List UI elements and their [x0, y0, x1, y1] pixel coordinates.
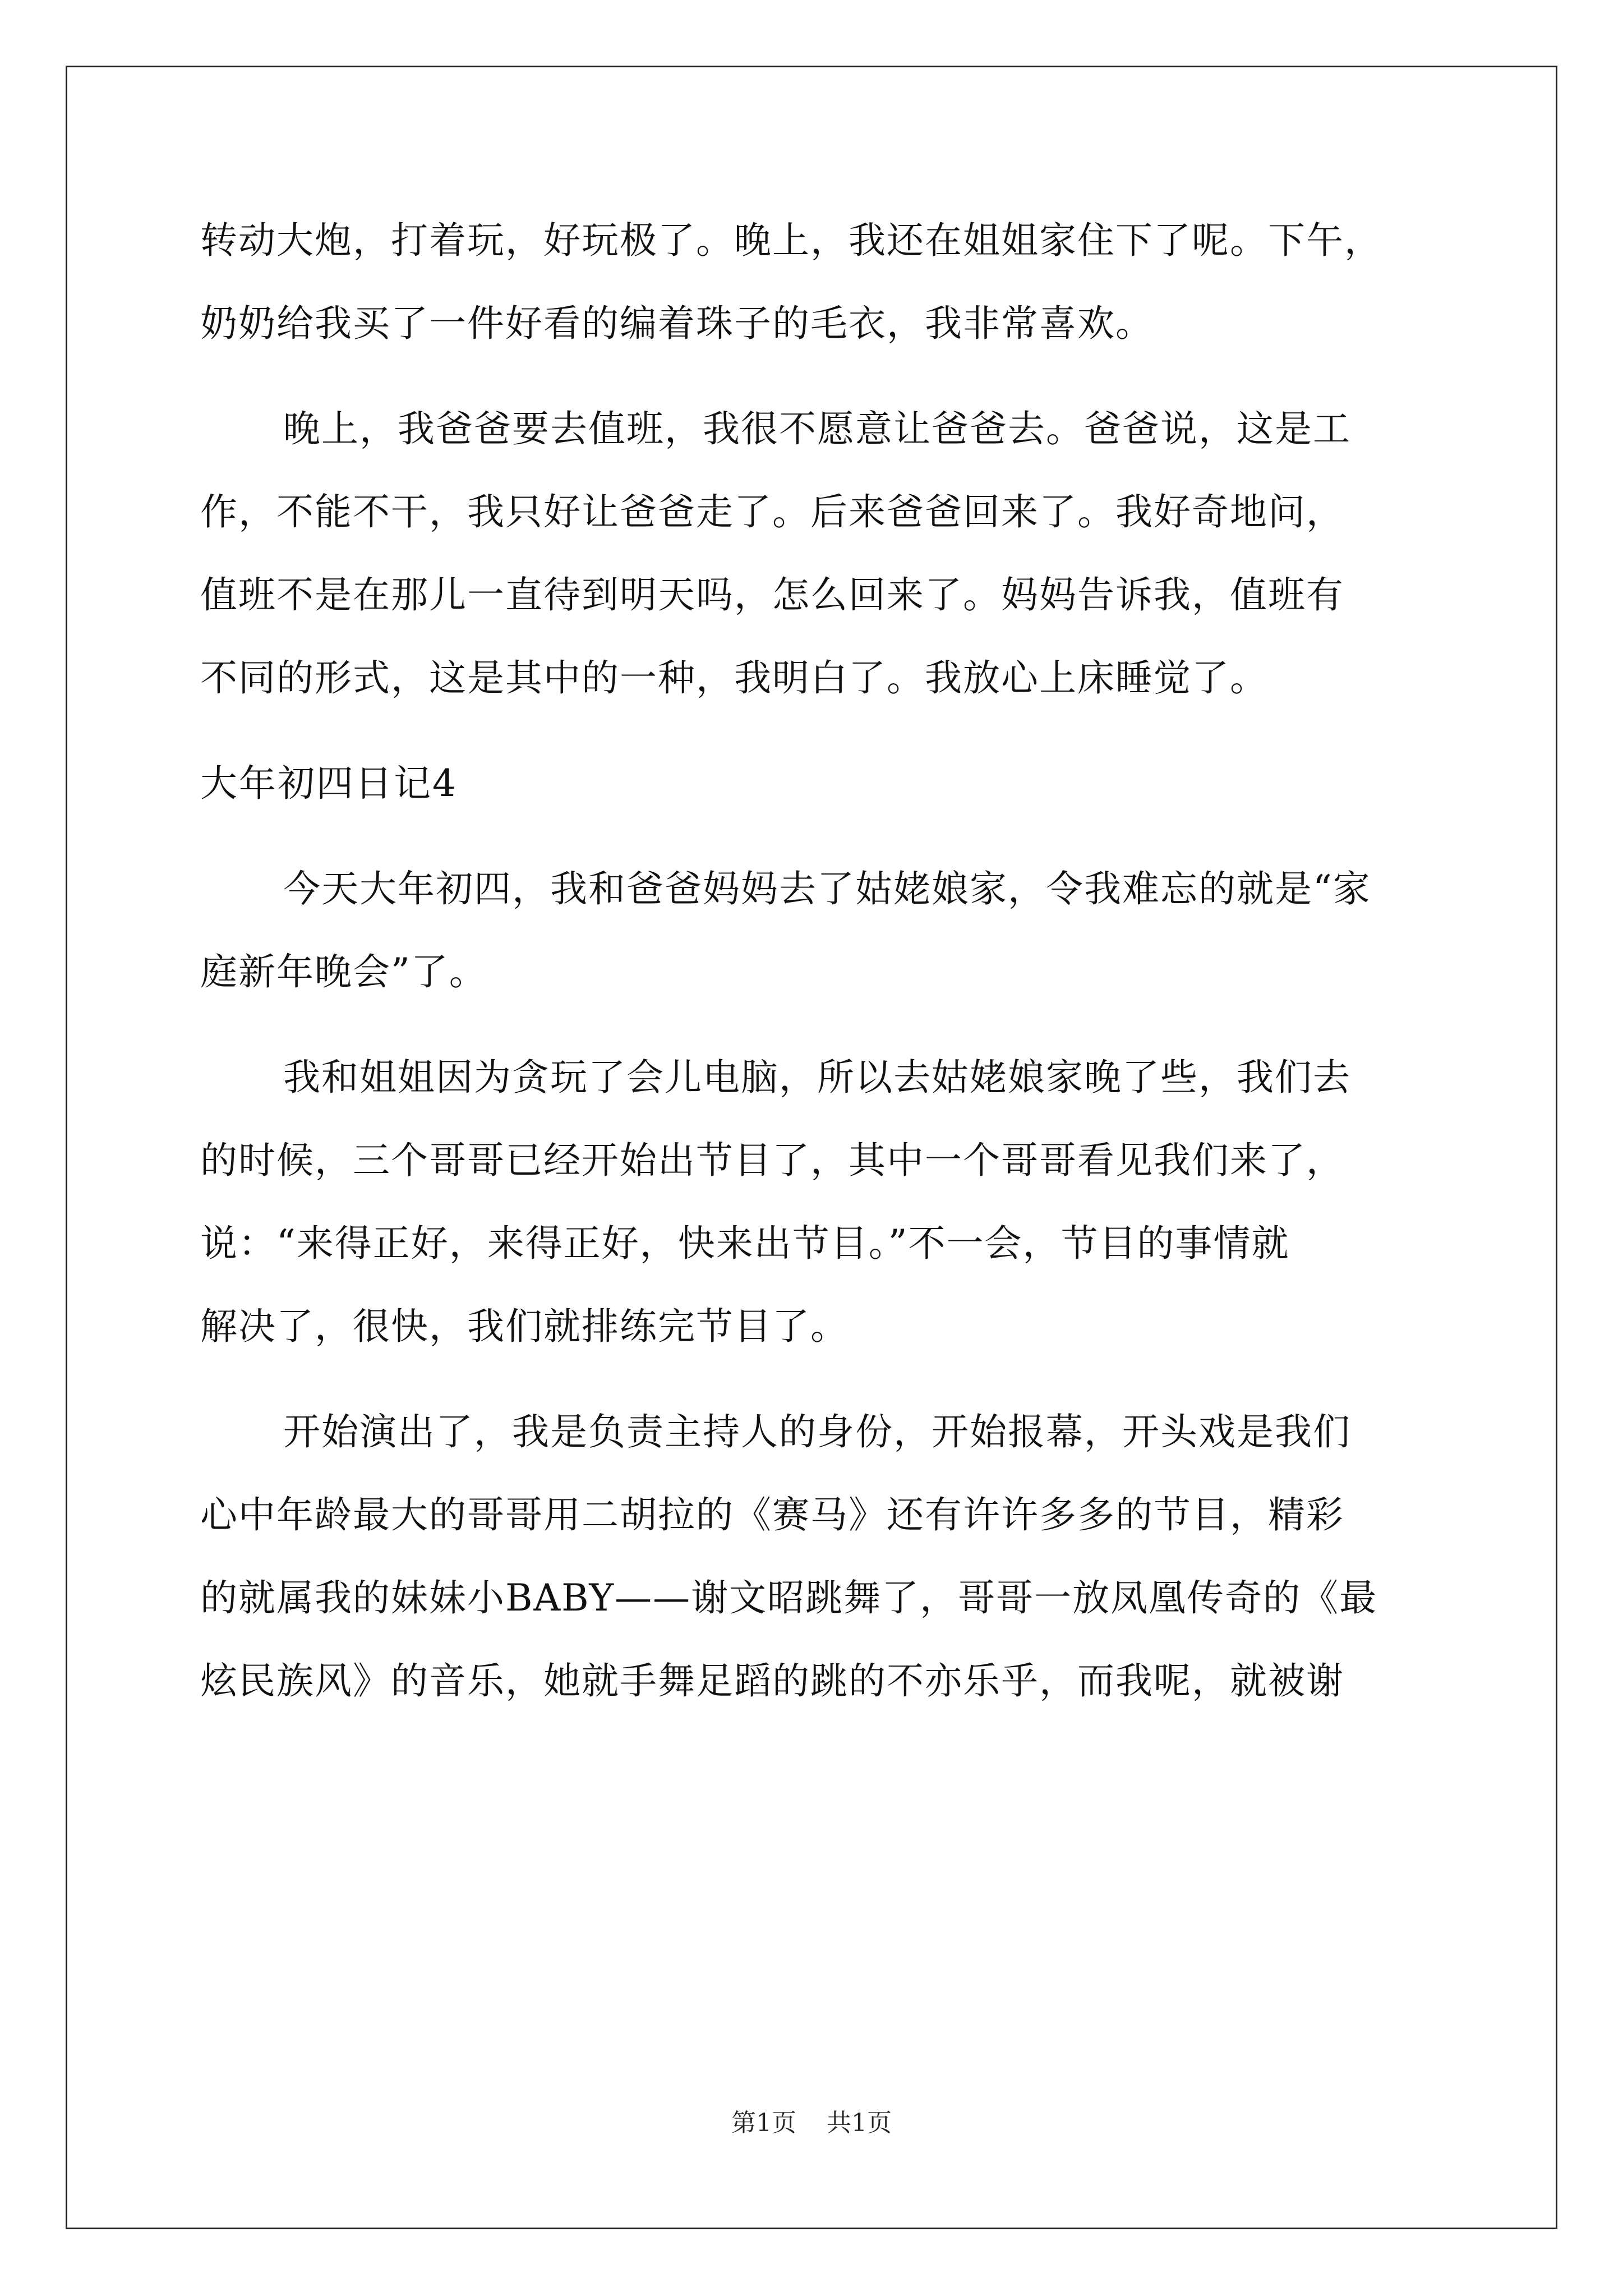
- text-line: 晚上，我爸爸要去值班，我很不愿意让爸爸去。爸爸说，这是工: [283, 407, 1351, 450]
- page-total: 共1页: [827, 2109, 892, 2137]
- text-line: 转动大炮，打着玩，好玩极了。晚上，我还在姐姐家住下了呢。下午，: [200, 219, 1382, 262]
- text-line: 炫民族风》的音乐，她就手舞足蹈的跳的不亦乐乎，而我呢，就被谢: [200, 1659, 1344, 1703]
- text-line: 的时候，三个哥哥已经开始出节目了，其中一个哥哥看见我们来了，: [200, 1139, 1344, 1182]
- text-line: 解决了，很快，我们就排练完节目了。: [200, 1305, 849, 1348]
- paragraph-4: [200, 1036, 1451, 1368]
- page-number: 第1页: [731, 2109, 796, 2137]
- paragraph-3: [200, 848, 1451, 1014]
- text-line: 心中年龄最大的哥哥用二胡拉的《赛马》还有许许多多的节目，精彩: [200, 1493, 1344, 1536]
- text-line: 的就属我的妹妹小BABY——谢文昭跳舞了，哥哥一放凤凰传奇的《最: [200, 1576, 1378, 1619]
- text-line: 不同的形式，这是其中的一种，我明白了。我放心上床睡觉了。: [200, 656, 1268, 700]
- text-line: 我和姐姐因为贪玩了会儿电脑，所以去姑姥娘家晚了些，我们去: [283, 1056, 1351, 1099]
- document-body: [200, 199, 1451, 1723]
- paragraph-1: [200, 199, 1451, 365]
- text-line: 庭新年晚会”了。: [200, 950, 487, 993]
- text-line: 说：“来得正好，来得正好，快来出节目。”不一会，节目的事情就: [200, 1222, 1290, 1265]
- section-heading: 大年初四日记4: [200, 762, 458, 805]
- text-line: 奶奶给我买了一件好看的编着珠子的毛衣，我非常喜欢。: [200, 302, 1154, 345]
- text-line: 作，不能不干，我只好让爸爸走了。后来爸爸回来了。我好奇地问，: [200, 490, 1344, 533]
- text-line: 今天大年初四，我和爸爸妈妈去了姑姥娘家，令我难忘的就是“家: [283, 867, 1371, 910]
- text-line: 开始演出了，我是负责主持人的身份，开始报幕，开头戏是我们: [283, 1410, 1351, 1453]
- paragraph-5: [200, 1391, 1451, 1723]
- page-footer: [0, 2102, 1623, 2138]
- paragraph-2: [200, 388, 1451, 720]
- text-line: 值班不是在那儿一直待到明天吗，怎么回来了。妈妈告诉我，值班有: [200, 573, 1344, 616]
